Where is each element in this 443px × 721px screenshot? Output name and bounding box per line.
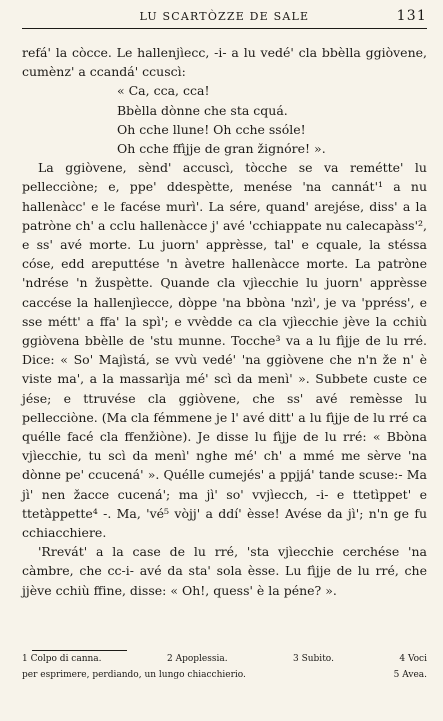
footnotes: [22, 650, 427, 683]
paragraph-1: refá' la còcce. Le hallenjìecc, -i- a lu vedé' cla bbèlla ggiòvene, cumènz' a ccandá' ccuscì:: [22, 45, 427, 80]
paragraph-2: La ggiòvene, sènd' accuscì, tòcche se va remétte' lu pellecciòne; e, ppe' ddespètte, menése 'na cannát'¹ a nu hallenàcc' e le facése murì'. La sére, quand' arejése, diss' a la patròne ch' a cclu hallenàcce j' avé 'cchiappate nu calecapàss'², e ss' avé morte. Lu juorn' apprèsse, tal' e cquale, la stéssa cóse, edd areputtése 'n àvetre hallenàcce morte. La patròne 'ndrése 'n žuspètte. Quande cla vjìecchie lu juorn' apprèsse caccése la hallenjìecce, dòppe 'na bbòna 'nzì', je va 'ppréss', e sse métt' a ffa' la spì'; e vvèdde ca cla vjìecchie jève la cchiù ggiòvena bbèlle de 'stu munne. Tocche³ va a lu fìjje de lu rré. Dice: « So' Majìstá, se vvù vedé' 'na ggiòvene che n'n že n' è viste ma', a la massarìja mé' scì da menì' ». Subbete custe ce jése; e ttruvése cla ggiòvene, che ss' avé remèsse lu pellecciòne. (Ma cla fémmene je l' avé ditt' a lu fìjje de lu rré ca quélle facé cla ffenžiòne). Je disse lu fìjje de lu rré: « Bbòna vjìecchie, tu scì da menì' nghe mé' ch' a mmé me sèrve 'na dònne pe' ccucená' ». Quélle cumejés' a ppjjá' tande scuse:- Ma jì' nen žacce cucená'; ma jì' so' vvjìecch, -i- e ttetìppet' e ttetàppette⁴ -. Ma, 'vé⁵ vòjj' a ddí' èsse! Avése da jì'; n'n ge fu cchiacchiere.: [22, 160, 427, 541]
footnote-row-1: [22, 651, 427, 667]
verse-line-2: Bbèlla dònne che sta cquá.: [117, 102, 288, 118]
page-number: 131: [396, 8, 427, 24]
footnote-row-2: [22, 667, 427, 683]
verse-line-1: « Ca, cca, cca!: [117, 83, 210, 99]
paragraph-3: 'Rrevát' a la case de lu rré, 'sta vjìecchie cerchése 'na càmbre, che cc-i- avé da sta' sola èsse. Lu fìjje de lu rré, che jjève cchiù ffine, disse: « Oh!, quess' è la péne? ».: [22, 544, 427, 598]
verse-line-3: Oh cche llune! Oh cche ssóle!: [117, 121, 306, 137]
footnote-4-end: per esprimere, perdiando, un lungo chiacchierio.: [22, 670, 246, 680]
verse-block: [22, 81, 427, 158]
running-title: LU SCARTÒZZE DE SALE: [139, 10, 310, 23]
verse-line-4: Oh cche ffìjje de gran žignóre! ».: [117, 141, 326, 157]
footnote-4-start: 4 Voci: [399, 654, 427, 664]
footnote-3: 3 Subito.: [293, 654, 334, 664]
footnote-1: 1 Colpo di canna.: [22, 654, 102, 664]
page: [22, 8, 427, 600]
running-header: [22, 8, 427, 29]
footnote-2: 2 Apoplessia.: [166, 654, 228, 664]
main-text: [22, 43, 427, 600]
footnote-5: 5 Avea.: [393, 670, 427, 680]
